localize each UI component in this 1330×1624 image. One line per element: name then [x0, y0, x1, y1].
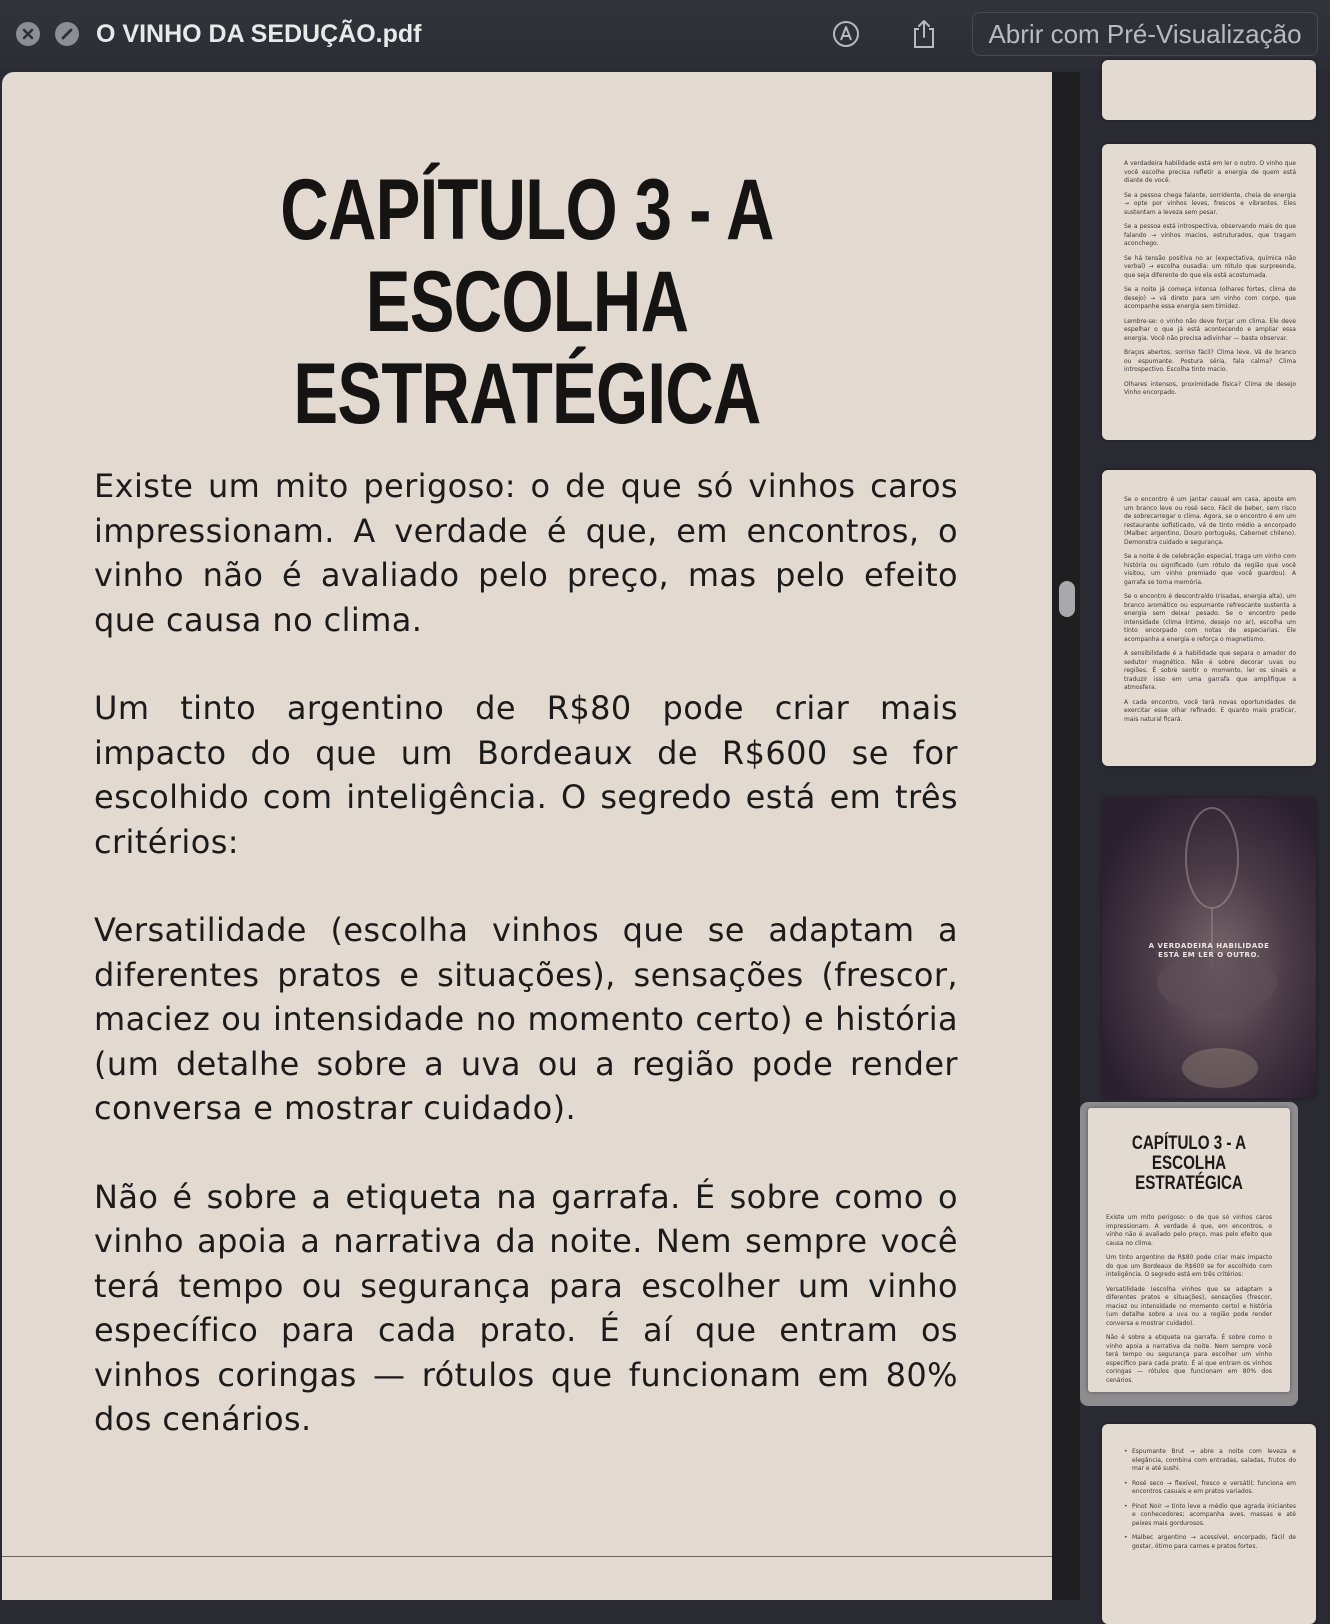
thumbnail-text: Lembre-se: o vinho não deve forçar um clima. Ele deve espelhar o que já está acontecendo e ampliar essa energia. Você não precisa adivinhar — basta observar. — [1124, 317, 1296, 342]
thumbnail-title-line: ESTRATÉGICA — [1135, 1173, 1243, 1194]
pdf-page[interactable] — [2, 72, 1052, 1600]
photo-caption-line: A VERDADEIRA HABILIDADE — [1148, 942, 1270, 950]
photo-caption-line: ESTÁ EM LER O OUTRO. — [1158, 951, 1260, 959]
thumbnail-list-item: • Espumante Brut → abre a noite com leveza e elegância, combina com entradas, saladas, frutos do mar e até sushi. — [1124, 1448, 1296, 1474]
thumbnail-list-item: • Rosé seco → flexível, fresco e versátil; funciona em encontros casuais e em pratos variados. — [1124, 1480, 1296, 1497]
chapter-title — [188, 164, 867, 440]
thumbnail-text: Se a noite já começa intensa (olhares fortes, clima de desejo) → vá direto para um vinho com corpo, que acompanhe essa energia sem timidez. — [1124, 286, 1296, 310]
thumbnail-text: Se há tensão positiva no ar (expectativa, química não verbal) → escolha ousadia: um rótulo que surpreenda, que seja diferente do que ela está acostumada. — [1124, 254, 1296, 279]
thumbnail-sidebar — [1080, 72, 1330, 1600]
page-thumbnail-selected[interactable] — [1088, 1108, 1290, 1392]
page-thumbnail-photo[interactable] — [1102, 798, 1316, 1098]
share-icon[interactable] — [906, 16, 942, 52]
scrollbar-track[interactable] — [1052, 72, 1080, 1600]
close-icon[interactable] — [16, 22, 40, 46]
thumbnail-text: Se o encontro é descontraído (risadas, energia alta), um branco aromático ou espumante refrescante sustenta a energia sem deixar pesado. Se o encontro pede intensidade (clima íntimo, desejo no ar), escolha um tinto encorpado com notas de especiarias. Ele acompanha a energia e reforça o magnetismo. — [1124, 593, 1296, 643]
thumbnail-text: Se a pessoa chega falante, sorridente, cheia de energia → opte por vinhos leves, frescos e vibrantes. Eles sustentam a leveza sem pesar. — [1124, 191, 1296, 216]
thumbnail-text: Se a noite é de celebração especial, traga um vinho com história ou significado (um rótulo da região que você visitou, um vinho premiado que você guardou). A garrafa se torna memória. — [1124, 553, 1296, 586]
body-paragraph: Não é sobre a etiqueta na garrafa. É sobre como o vinho apoia a narrativa da noite. Nem sempre você terá tempo ou segurança para escolher um vinho específico para cada prato. É aí que entram os vinhos coringas — rótulos que funcionam em 80% dos cenários. — [94, 1177, 958, 1438]
thumbnail-text: Versatilidade (escolha vinhos que se adaptam a diferentes pratos e situações), sensações (frescor, maciez ou intensidade no momento certo) e história (um detalhe sobre a uva ou a região pode render conversa e mostrar cuidado). — [1106, 1285, 1272, 1327]
page-thumbnail[interactable] — [1102, 144, 1316, 440]
thumbnail-text: Existe um mito perigoso: o de que só vinhos caros impressionam. A verdade é que, em encontros, o vinho não é avaliado pelo preço, mas pelo efeito que causa no clima. — [1106, 1214, 1272, 1247]
photo-caption — [1102, 942, 1316, 960]
scrollbar-thumb[interactable] — [1059, 581, 1075, 617]
body-paragraph: Existe um mito perigoso: o de que só vinhos caros impressionam. A verdade é que, em encontros, o vinho não é avaliado pelo preço, mas pelo efeito que causa no clima. — [94, 467, 958, 639]
document-title: O VINHO DA SEDUÇÃO.pdf — [96, 20, 422, 48]
thumbnail-text: Um tinto argentino de R$80 pode criar mais impacto do que um Bordeaux de R$600 se for escolhido com inteligência. O segredo está em três critérios: — [1106, 1254, 1272, 1278]
body-paragraph: Versatilidade (escolha vinhos que se adaptam a diferentes pratos e situações), sensações (frescor, maciez ou intensidade no momento certo) e história (um detalhe sobre a uva ou a região pode render conversa e mostrar cuidado). — [94, 911, 958, 1127]
thumbnail-list-item: • Malbec argentino → acessível, encorpado, fácil de gostar, ótimo para carnes e pratos fortes. — [1124, 1534, 1296, 1551]
hide-icon[interactable] — [55, 22, 79, 46]
body-paragraph: Um tinto argentino de R$80 pode criar mais impacto do que um Bordeaux de R$600 se for escolhido com inteligência. O segredo está em três critérios: — [94, 689, 958, 861]
markup-icon[interactable] — [828, 16, 864, 52]
page-divider — [2, 1556, 1052, 1557]
thumbnail-text: Olhares intensos, proximidade física? Clima de desejo Vinho encorpado. — [1124, 380, 1296, 396]
thumbnail-text: Braços abertos, sorriso fácil? Clima leve. Vá de branco ou espumante. Postura séria, fala calma? Clima introspectivo. Escolha tinto macio. — [1124, 349, 1296, 373]
thumbnail-title-line: CAPÍTULO 3 - A ESCOLHA — [1131, 1133, 1247, 1174]
thumbnail-text: Não é sobre a etiqueta na garrafa. É sobre como o vinho apoia a narrativa da noite. Nem sempre você terá tempo ou segurança para escolher um vinho específico para cada prato. É aí que entram os vinhos coringas — rótulos que funcionam em 80% dos cenários. — [1106, 1334, 1272, 1384]
thumbnail-text: A verdadeira habilidade está em ler o outro. O vinho que você escolhe precisa refletir a energia de quem está diante de você. — [1124, 160, 1296, 184]
thumbnail-title — [1123, 1134, 1256, 1194]
chapter-title-line-1: CAPÍTULO 3 - A ESCOLHA — [280, 162, 774, 350]
page-thumbnail[interactable] — [1102, 1424, 1316, 1624]
page-thumbnail[interactable] — [1102, 60, 1316, 120]
chapter-title-line-2: ESTRATÉGICA — [293, 346, 761, 442]
chapter-body — [94, 464, 958, 1486]
thumbnail-list-item: • Pinot Noir → tinto leve a médio que agrada iniciantes e conhecedores; acompanha aves, massas e até peixes mais gordurosos. — [1124, 1503, 1296, 1529]
thumbnail-text: Se o encontro é um jantar casual em casa, aposte em um branco leve ou rosé seco. Fácil de beber, sem risco de sobrecarregar o clima. Agora, se o encontro é em um restaurante sofisticado, vá de tinto médio a encorpado (Malbec argentino, Douro português, Cabernet chileno). Demonstra cuidado e segurança. — [1124, 496, 1296, 546]
thumbnail-text: Se a pessoa está introspectiva, observando mais do que falando → vinhos macios, estruturados, que tragam aconchego. — [1124, 223, 1296, 247]
thumbnail-text: A cada encontro, você terá novas oportunidades de exercitar esse olhar refinado. E quanto mais praticar, mais natural ficará. — [1124, 698, 1296, 723]
page-thumbnail[interactable] — [1102, 470, 1316, 766]
thumbnail-text: A sensibilidade é a habilidade que separa o amador do sedutor magnético. Não é sobre decorar uvas ou regiões. É sobre sentir o momento, ler os sinais e traduzir isso em uma garrafa que amplifique a atmosfera. — [1124, 650, 1296, 691]
open-with-preview-button[interactable]: Abrir com Pré-Visualização — [972, 12, 1318, 56]
